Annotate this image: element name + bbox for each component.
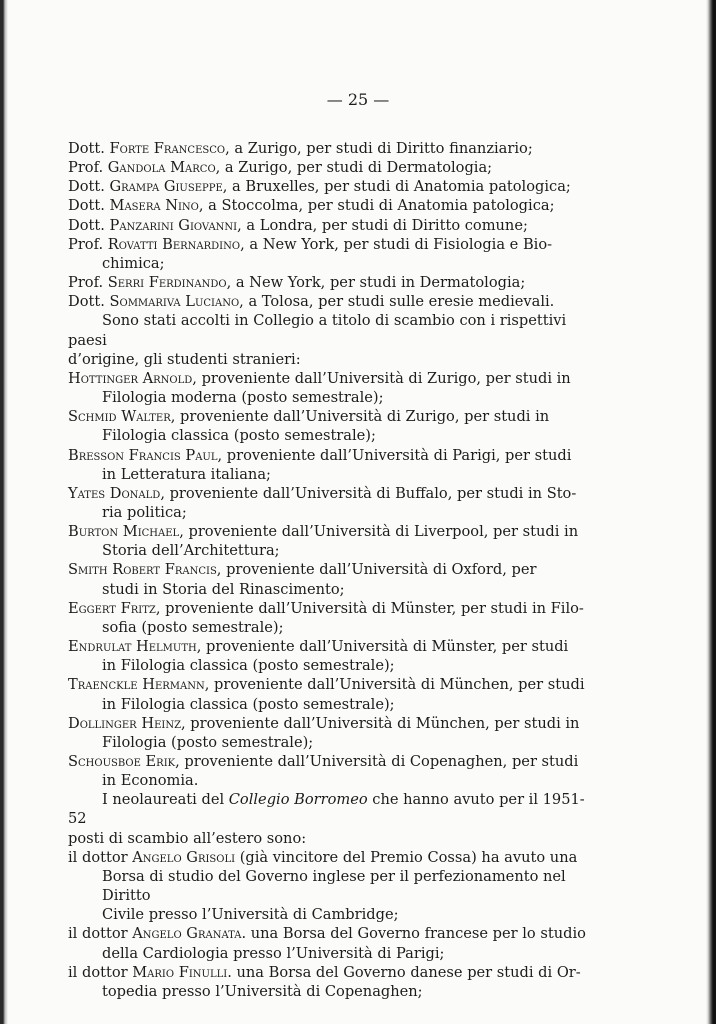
- student-name: Eggert Fritz: [68, 599, 156, 617]
- scholar-detail: , a New York, per studi di Fisiologia e Bio-: [240, 235, 553, 253]
- scholar-detail: , a Stoccolma, per studi di Anatomia patologica;: [198, 197, 555, 215]
- graduate-entry: [68, 848, 600, 925]
- student-detail: , proveniente dall’Università di Zurigo, per studi in: [170, 408, 550, 426]
- student-detail-cont: Filologia moderna (posto semestrale);: [102, 389, 384, 407]
- scholar-entry: [68, 158, 600, 177]
- title-prefix: Dott.: [68, 140, 110, 157]
- student-entry: [68, 407, 600, 445]
- student-detail: , proveniente dall’Università di München, per studi in: [181, 714, 580, 732]
- scholar-detail: , a Zurigo, per studi di Dermatologia;: [215, 159, 493, 177]
- student-name: Burton Michael: [68, 523, 180, 541]
- graduate-name: Angelo Grisoli: [132, 848, 236, 866]
- student-detail-cont: in Letteratura italiana;: [102, 465, 271, 483]
- scholar-detail: , a Zurigo, per studi di Diritto finanziario;: [225, 140, 533, 157]
- scholar-entry: [68, 235, 600, 273]
- scholar-detail: , a Londra, per studi di Diritto comune;: [237, 216, 528, 234]
- page-left-edge: [0, 0, 8, 1024]
- title-prefix: Dott.: [68, 293, 110, 311]
- student-name: Yates Donald: [68, 484, 161, 502]
- intro-text: I neolaureati del: [102, 791, 229, 809]
- scholar-detail: , a Bruxelles, per studi di Anatomia patologica;: [222, 178, 571, 196]
- intro-text: che hanno avuto per il 1951-52: [68, 791, 585, 828]
- intro-paragraph: [68, 311, 600, 368]
- graduate-detail-cont: Borsa di studio del Governo inglese per il perfezionamento nel Diritto: [102, 867, 566, 905]
- title-prefix: il dottor: [68, 848, 133, 866]
- graduate-detail-cont: topedia presso l’Università di Copenaghen;: [102, 982, 423, 1000]
- graduate-entry: [68, 924, 600, 962]
- scholar-detail: , a New York, per studi in Dermatologia;: [226, 274, 526, 292]
- intro-text: posti di scambio all’estero sono:: [68, 829, 307, 847]
- graduate-entry: [68, 963, 600, 1001]
- student-detail: , proveniente dall’Università di Liverpool, per studi in: [179, 523, 579, 541]
- scholar-entry: [68, 273, 600, 292]
- student-name: Schousboe Erik: [68, 753, 176, 770]
- student-entry: [68, 446, 600, 484]
- graduate-detail-cont: Civile presso l’Università di Cambridge;: [102, 906, 399, 924]
- title-prefix: il dottor: [68, 963, 133, 981]
- college-name: Collegio Borromeo: [228, 791, 368, 809]
- student-detail-cont: in Filologia classica (posto semestrale);: [102, 657, 395, 675]
- scholar-name: Sommariva Luciano: [109, 293, 240, 311]
- student-detail: , proveniente dall’Università di Münster, per studi in Filo-: [155, 599, 584, 617]
- scholar-entry: [68, 139, 600, 158]
- page-number: — 25 —: [326, 90, 390, 109]
- student-detail-cont: Filologia (posto semestrale);: [102, 733, 314, 751]
- student-detail: , proveniente dall’Università di Copenaghen, per studi: [175, 753, 579, 770]
- graduate-name: Angelo Granata: [132, 925, 242, 943]
- student-detail-cont: in Economia.: [102, 772, 199, 790]
- title-prefix: Prof.: [68, 159, 108, 177]
- student-name: Smith Robert Francis: [68, 561, 217, 579]
- title-prefix: Dott.: [68, 178, 110, 196]
- student-entry: [68, 752, 600, 790]
- scholar-name: Rovatti Bernardino: [107, 235, 241, 253]
- student-detail: , proveniente dall’Università di Parigi, per studi: [217, 446, 572, 464]
- scholar-name: Masera Nino: [109, 197, 199, 215]
- student-entry: [68, 560, 600, 598]
- page-right-edge: [706, 0, 716, 1024]
- student-detail: , proveniente dall’Università di Zurigo, per studi in: [192, 369, 571, 387]
- title-prefix: Prof.: [68, 274, 108, 292]
- student-name: Traenckle Hermann: [68, 676, 205, 694]
- student-detail: , proveniente dall’Università di München, per studi: [204, 676, 585, 694]
- student-entry: [68, 369, 600, 407]
- graduate-name: Mario Finulli: [132, 963, 228, 981]
- student-detail: , proveniente dall’Università di Oxford, per: [216, 561, 537, 579]
- student-detail-cont: Filologia classica (posto semestrale);: [102, 427, 376, 445]
- scholar-entry: [68, 292, 600, 311]
- graduate-detail: . una Borsa del Governo francese per lo studio: [241, 925, 586, 943]
- graduate-detail: . una Borsa del Governo danese per studi di Or-: [227, 963, 581, 981]
- intro-line: d’origine, gli studenti stranieri:: [68, 350, 301, 368]
- student-entry: [68, 599, 600, 637]
- student-entry: [68, 714, 600, 752]
- student-detail-cont: Storia dell’Architettura;: [102, 542, 280, 560]
- body-text: [68, 139, 600, 1001]
- scholar-detail-cont: chimica;: [102, 254, 165, 272]
- scholar-name: Panzarini Giovanni: [109, 216, 238, 234]
- title-prefix: Dott.: [68, 216, 110, 234]
- student-entry: [68, 484, 600, 522]
- scholar-name: Serri Ferdinando: [107, 274, 227, 292]
- scholar-detail: , a Tolosa, per studi sulle eresie medievali.: [239, 293, 555, 311]
- student-detail-cont: studi in Storia del Rinascimento;: [102, 580, 345, 598]
- student-detail: , proveniente dall’Università di Buffalo, per studi in Sto-: [160, 484, 577, 502]
- scholar-entry: [68, 177, 600, 196]
- title-prefix: il dottor: [68, 925, 133, 943]
- graduates-intro-paragraph: [68, 790, 600, 847]
- student-name: Bresson Francis Paul: [68, 446, 218, 464]
- student-name: Schmid Walter: [68, 408, 171, 426]
- student-name: Endrulat Helmuth: [68, 638, 197, 656]
- title-prefix: Dott.: [68, 197, 110, 215]
- scholar-name: Grampa Giuseppe: [109, 178, 223, 196]
- scholar-entry: [68, 216, 600, 235]
- student-name: Hottinger Arnold: [68, 369, 193, 387]
- student-detail-cont: sofia (posto semestrale);: [102, 618, 284, 636]
- graduate-detail-cont: della Cardiologia presso l’Università di Parigi;: [102, 944, 445, 962]
- student-detail: , proveniente dall’Università di Münster, per studi: [196, 638, 569, 656]
- student-name: Dollinger Heinz: [68, 714, 182, 732]
- scholar-name: Gandola Marco: [107, 159, 216, 177]
- scholar-entry: [68, 196, 600, 215]
- student-entry: [68, 522, 600, 560]
- student-entry: [68, 637, 600, 675]
- scholar-name: Forte Francesco: [109, 140, 226, 157]
- title-prefix: Prof.: [68, 235, 108, 253]
- student-detail-cont: in Filologia classica (posto semestrale);: [102, 695, 395, 713]
- student-detail-cont: ria politica;: [102, 503, 187, 521]
- graduate-detail: (già vincitore del Premio Cossa) ha avuto una: [235, 848, 578, 866]
- student-entry: [68, 675, 600, 713]
- intro-line: Sono stati accolti in Collegio a titolo di scambio con i rispettivi paesi: [68, 312, 567, 349]
